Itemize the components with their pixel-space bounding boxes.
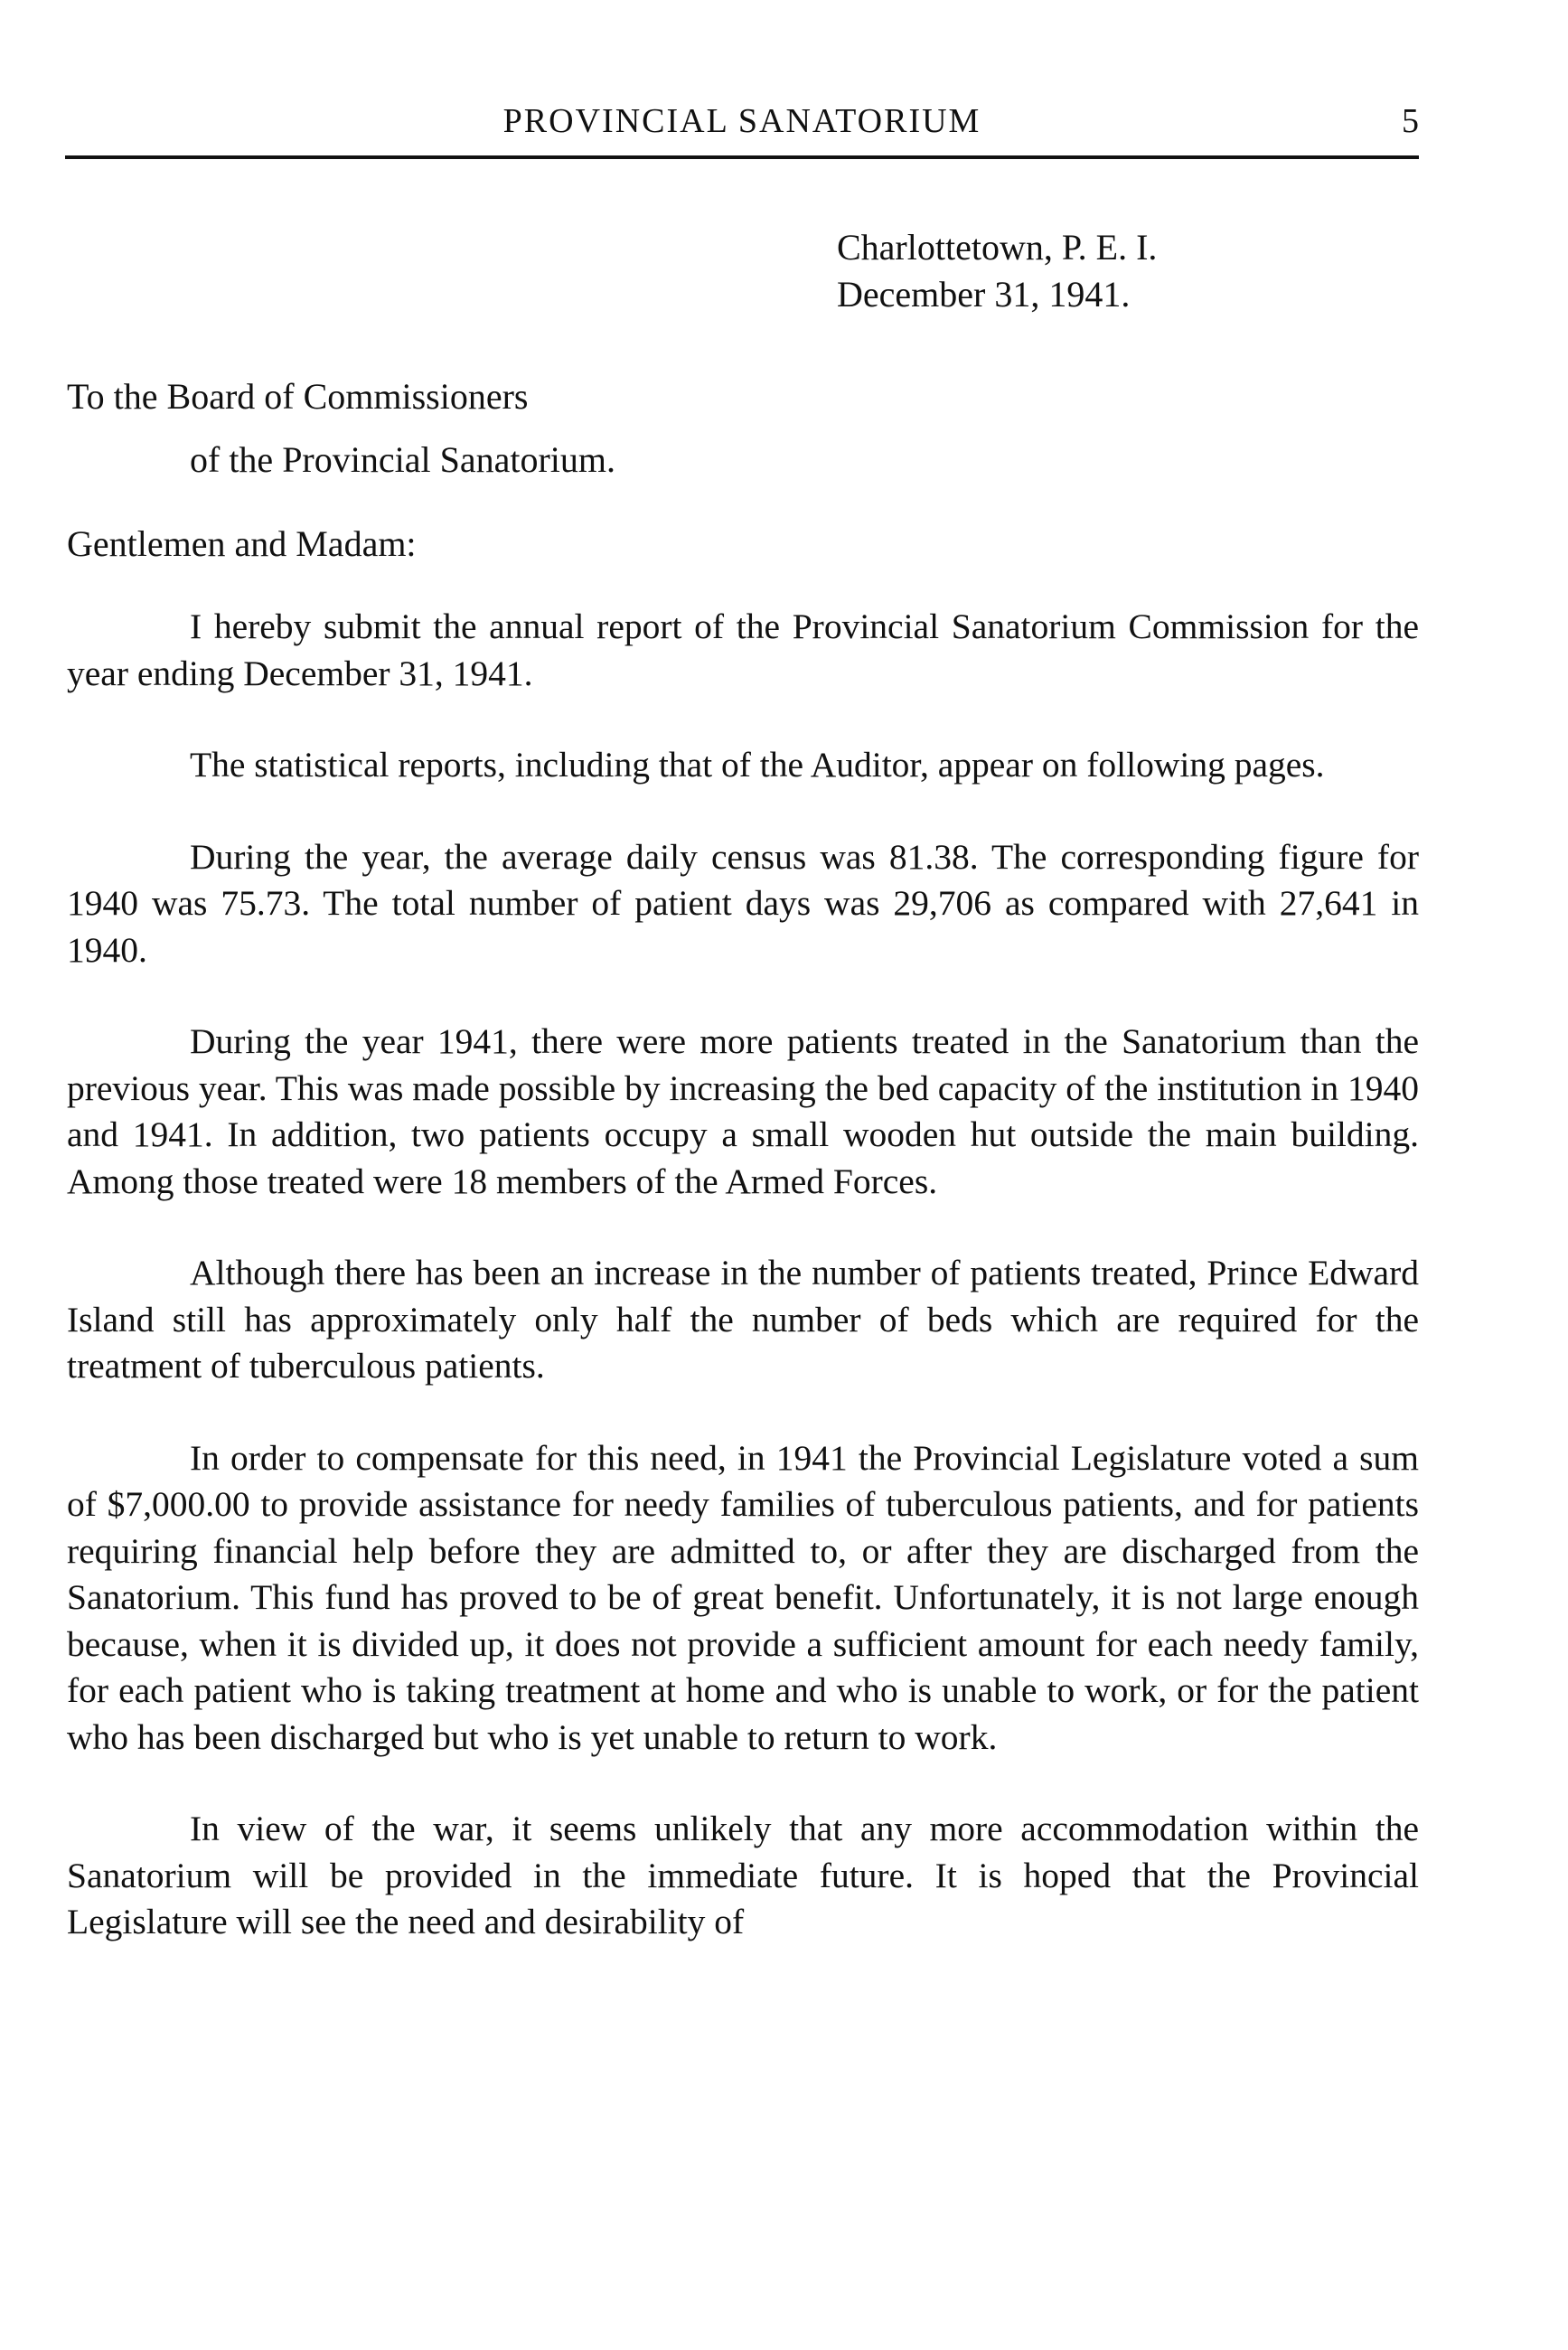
paragraph: During the year, the average daily census was 81.38. The corresponding figure for 1940 was 75.73. The total number of patient days was 29,706 as compared with 27,641 in 1940. xyxy=(67,836,1419,970)
address-line-1: To the Board of Commissioners xyxy=(67,376,529,417)
address-line-2: of the Provincial Sanatorium. xyxy=(190,439,616,480)
paragraph: In view of the war, it seems unlikely that any more accommodation within the Sanatorium will be provided in the immediate future. It is hoped that the Provincial Legislature will see the need and desirability of xyxy=(67,1809,1419,1941)
salutation: Gentlemen and Madam: xyxy=(67,523,417,564)
dateline-date: December 31, 1941. xyxy=(837,274,1131,315)
paragraph: During the year 1941, there were more patients treated in the Sanatorium than the previous year. This was made possible by increasing the bed capacity of the institution in 1940 and 1941. In addition, two patients occupy a small wooden hut outside the main building. Among those treated were 18 members of the Armed Forces. xyxy=(67,1021,1419,1201)
paragraph: In order to compensate for this need, in 1941 the Provincial Legislature voted a sum of $7,000.00 to provide assistance for needy families of tuberculous patients, and for patients requiring financial help before they are admitted to, or after they are discharged from the Sanatorium. This fund has proved to be of great benefit. Unfortunately, it is not large enough because, when it is divided up, it does not provide a sufficient amount for each needy family, for each patient who is taking treatment at home and who is unable to work, or for the patient who has been discharged but who is yet unable to return to work. xyxy=(67,1437,1419,1757)
dateline xyxy=(837,224,1157,318)
paragraph: Although there has been an increase in the number of patients treated, Prince Edward Island still has approximately only half the number of beds which are required for the treatment of tuberculous patients. xyxy=(67,1253,1419,1386)
running-header xyxy=(65,101,1419,155)
header-rule xyxy=(65,155,1419,159)
page-number: 5 xyxy=(1402,102,1419,140)
paragraph: The statistical reports, including that of the Auditor, appear on following pages. xyxy=(190,745,1325,785)
dateline-place: Charlottetown, P. E. I. xyxy=(837,227,1158,268)
inside-address xyxy=(67,365,615,492)
letter-body xyxy=(67,604,1419,1991)
paragraph: I hereby submit the annual report of the Provincial Sanatorium Commission for the year ending December 31, 1941. xyxy=(67,606,1419,693)
running-title: PROVINCIAL SANATORIUM xyxy=(502,102,981,140)
